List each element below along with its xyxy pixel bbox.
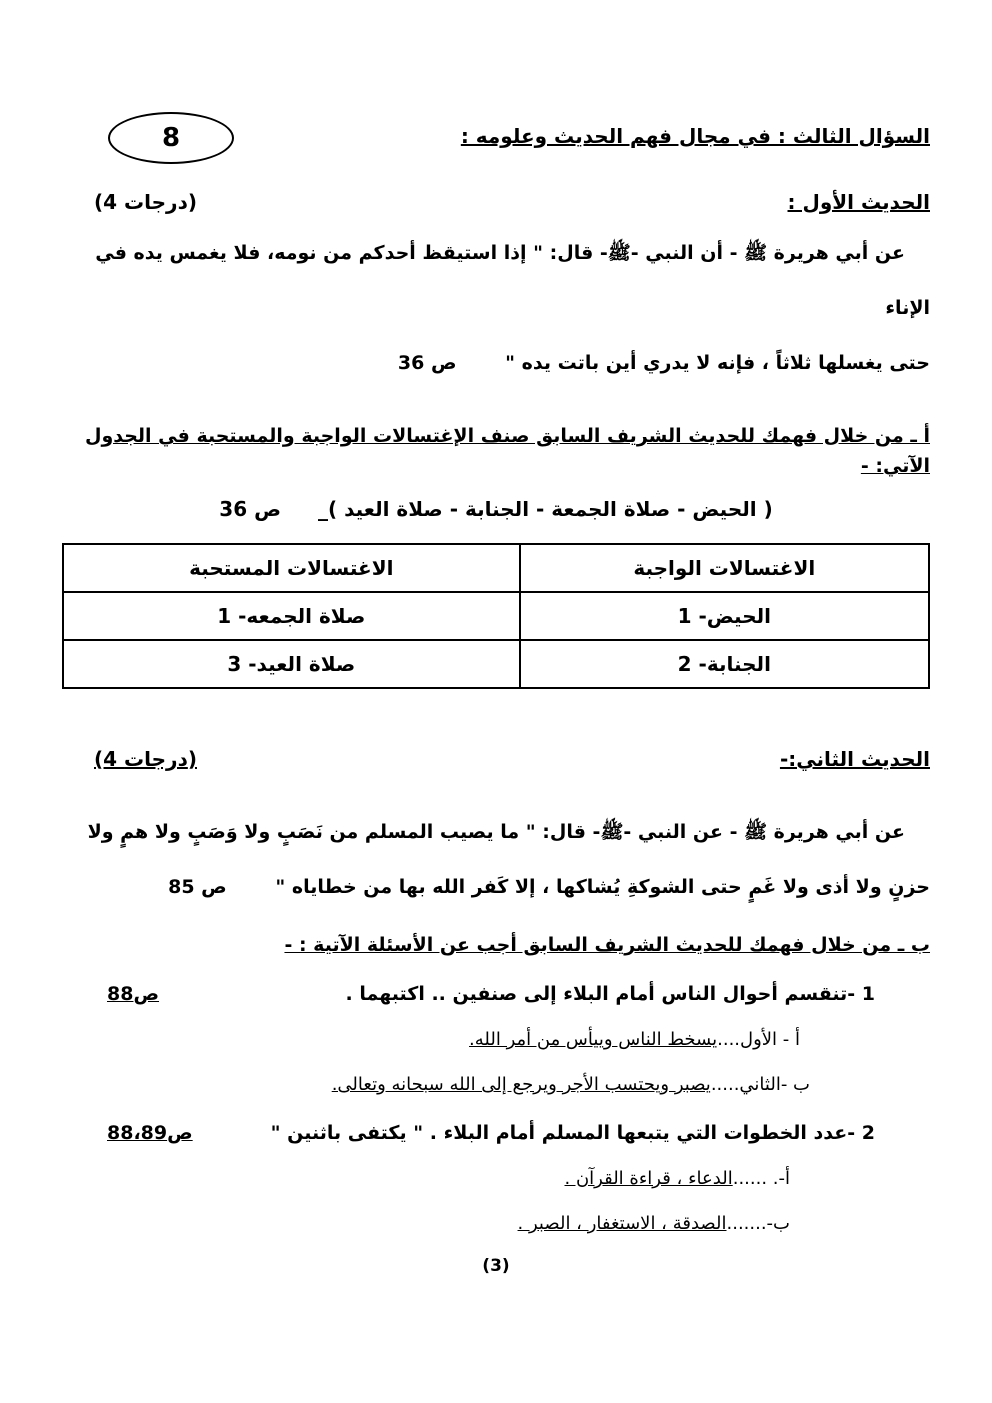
q1-answer-b-prefix: ب -الثاني..... bbox=[710, 1074, 810, 1095]
options-page-ref: ص 36 bbox=[219, 497, 281, 521]
col-header-wajiba: الاغتسالات الواجبة bbox=[520, 544, 929, 592]
hadith1-line2-text: حتى يغسلها ثلاثاً ، فإنه لا يدري أين باتت يده " bbox=[505, 352, 930, 374]
hadith1-page-ref: ص 36 bbox=[397, 352, 457, 374]
hadith1-marks: (4 درجات) bbox=[94, 190, 197, 214]
sub-question-1-text: 1 -تنقسم أحوال الناس أمام البلاء إلى صنفين .. اكتبهما . bbox=[345, 983, 875, 1005]
q2-answer-a-prefix: أ-. ...... bbox=[732, 1168, 790, 1189]
question-number-badge: 8 bbox=[108, 112, 234, 164]
table-row bbox=[63, 640, 929, 688]
question-b: ب ـ من خلال فهمك للحديث الشريف السابق أجب عن الأسئلة الآتية : - bbox=[284, 934, 930, 956]
sub-question-2-row bbox=[62, 1111, 930, 1156]
sub-question-2-page-ref: ص88،89 bbox=[107, 1122, 193, 1144]
table-header-row bbox=[63, 544, 929, 592]
cell-text: 3 -صلاة العيد bbox=[227, 652, 356, 676]
hadith2-heading-row bbox=[62, 747, 930, 771]
cell-text: 2 -الجنابة bbox=[677, 652, 771, 676]
hadith2-line2-text: حزنٍ ولا أذى ولا غَمٍ حتى الشوكةِ يُشاكها ، إلا كَفر الله بها من خطاياه " bbox=[275, 876, 930, 898]
page-number: (3) bbox=[482, 1256, 510, 1276]
q1-answer-b bbox=[62, 1062, 810, 1107]
q1-answer-b-value: يصبر ويحتسب الأجر ويرجع إلى الله سبحانه وتعالى. bbox=[331, 1074, 711, 1095]
q2-answer-b bbox=[62, 1201, 790, 1246]
cell-mustahabba-1 bbox=[63, 592, 520, 640]
options-line bbox=[62, 497, 930, 521]
q2-answer-a-value: الدعاء ، قراءة القرآن . bbox=[564, 1168, 733, 1189]
sub-question-1-page-ref: ص88 bbox=[107, 983, 160, 1005]
question-a: أ ـ من خلال فهمك للحديث الشريف السابق صنف الإغتسالات الواجبة والمستحبة في الجدول الآتي: - bbox=[84, 425, 930, 477]
hadith2-text-block bbox=[62, 805, 930, 915]
q1-answer-a-prefix: أ - الأول.... bbox=[717, 1029, 800, 1050]
options-text: ( الحيض - صلاة الجمعة - الجنابة - صلاة العيد )_ bbox=[317, 497, 773, 521]
hadith1-line1: عن أبي هريرة ﷺ - أن النبي -ﷺ- قال: " إذا استيقظ أحدكم من نومه، فلا يغمس يده في الإناء bbox=[95, 242, 930, 319]
hadith1-heading-row bbox=[62, 190, 930, 214]
sub-question-2-text: 2 -عدد الخطوات التي يتبعها المسلم أمام البلاء . " يكتفى باثنين " bbox=[270, 1122, 875, 1144]
q1-answer-a-value: يسخط الناس وييأس من أمر الله. bbox=[469, 1029, 718, 1050]
section-title: السؤال الثالث : في مجال فهم الحديث وعلومه : bbox=[460, 124, 930, 148]
q2-answer-a bbox=[62, 1156, 790, 1201]
hadith2-heading: الحديث الثاني:- bbox=[779, 747, 930, 771]
page-header bbox=[62, 112, 930, 164]
hadith1-text-block bbox=[62, 226, 930, 391]
hadith2-page-ref: ص 85 bbox=[168, 876, 227, 898]
sub-question-1-row bbox=[62, 972, 930, 1017]
cell-wajiba-1 bbox=[520, 592, 929, 640]
cell-wajiba-2 bbox=[520, 640, 929, 688]
ghusl-classification-table bbox=[62, 543, 930, 689]
table-row bbox=[63, 592, 929, 640]
hadith2-marks: (4 درجات) bbox=[94, 747, 197, 771]
col-header-mustahabba: الاغتسالات المستحبة bbox=[63, 544, 520, 592]
cell-mustahabba-2 bbox=[63, 640, 520, 688]
hadith1-line2 bbox=[62, 336, 930, 391]
q2-answer-b-value: الصدقة ، الاستغفار ، الصبر . bbox=[517, 1213, 727, 1234]
hadith2-line2 bbox=[62, 860, 930, 915]
q2-answer-b-prefix: ب-....... bbox=[726, 1213, 790, 1234]
hadith2-line1: عن أبي هريرة ﷺ - عن النبي -ﷺ- قال: " ما يصيب المسلم من نَصَبٍ ولا وَصَبٍ ولا همٍ ولا bbox=[87, 821, 905, 843]
q1-answer-a bbox=[62, 1017, 800, 1062]
hadith1-heading: الحديث الأول : bbox=[787, 190, 930, 214]
cell-text: 1 -الحيض bbox=[677, 604, 771, 628]
cell-text: 1 -صلاة الجمعه bbox=[217, 604, 366, 628]
